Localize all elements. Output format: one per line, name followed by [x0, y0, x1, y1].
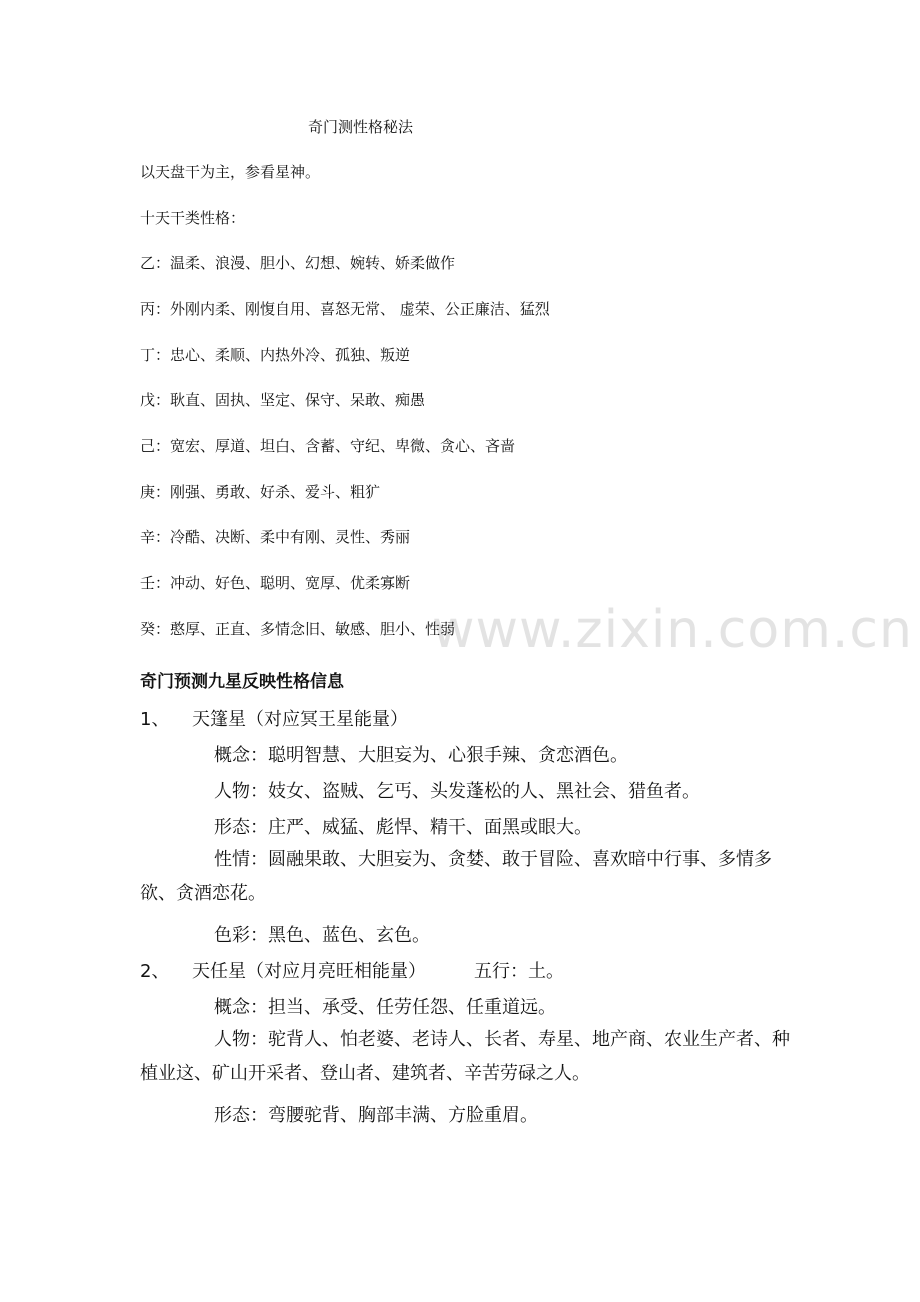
stem-line-ding: 丁：忠心、柔顺、内热外冷、孤独、叛逆 [140, 346, 411, 364]
section-heading: 奇门预测九星反映性格信息 [140, 672, 344, 692]
star-number: 1、 [140, 709, 170, 730]
star2-concept: 概念：担当、承受、任劳任怨、任重道远。 [214, 997, 556, 1018]
star1-concept: 概念：聪明智慧、大胆妄为、心狠手辣、贪恋酒色。 [214, 745, 628, 766]
star-heading-1 [140, 705, 408, 731]
star-name: 天篷星（对应冥王星能量） [192, 709, 408, 730]
stem-line-xin: 辛：冷酷、决断、柔中有刚、灵性、秀丽 [140, 528, 411, 546]
stem-line-ji: 己：宽宏、厚道、坦白、含蓄、守纪、卑微、贪心、吝啬 [140, 437, 516, 455]
stem-line-ren: 壬：冲动、好色、聪明、宽厚、优柔寡断 [140, 574, 411, 592]
star-number: 2、 [140, 961, 170, 982]
star2-people: 人物：驼背人、怕老婆、老诗人、长者、寿星、地产商、农业生产者、种植业这、矿山开采者、登山者、建筑者、辛苦劳碌之人。 [140, 1029, 790, 1084]
star-heading-2 [140, 957, 564, 983]
stem-line-bing: 丙：外刚内柔、刚愎自用、喜怒无常、 虚荣、公正廉洁、猛烈 [140, 300, 550, 318]
star1-people: 人物：妓女、盗贼、乞丐、头发蓬松的人、黑社会、猎鱼者。 [214, 781, 700, 802]
watermark: www.zixin.com.cn [432, 600, 913, 660]
star-wuxing: 五行：土。 [474, 961, 564, 982]
star1-form: 形态：庄严、威猛、彪悍、精干、面黑或眼大。 [214, 817, 592, 838]
star-name: 天任星（对应月亮旺相能量） [192, 961, 426, 982]
stem-line-gui: 癸：憨厚、正直、多情念旧、敏感、胆小、性弱 [140, 620, 456, 638]
star2-form: 形态：弯腰驼背、胸部丰满、方脸重眉。 [214, 1105, 538, 1126]
document-title: 奇门测性格秘法 [308, 118, 414, 136]
stem-line-geng: 庚：刚强、勇敢、好杀、爱斗、粗犷 [140, 483, 381, 501]
intro-line: 以天盘干为主，参看星神。 [140, 163, 321, 181]
stem-line-yi: 乙：温柔、浪漫、胆小、幻想、婉转、娇柔做作 [140, 254, 456, 272]
star1-temper: 性情：圆融果敢、大胆妄为、贪婪、敢于冒险、喜欢暗中行事、多情多欲、贪酒恋花。 [140, 849, 772, 904]
section-label: 十天干类性格： [140, 209, 246, 227]
star1-color: 色彩：黑色、蓝色、玄色。 [214, 925, 430, 946]
stem-line-wu: 戊：耿直、固执、坚定、保守、呆敢、痴愚 [140, 391, 426, 409]
